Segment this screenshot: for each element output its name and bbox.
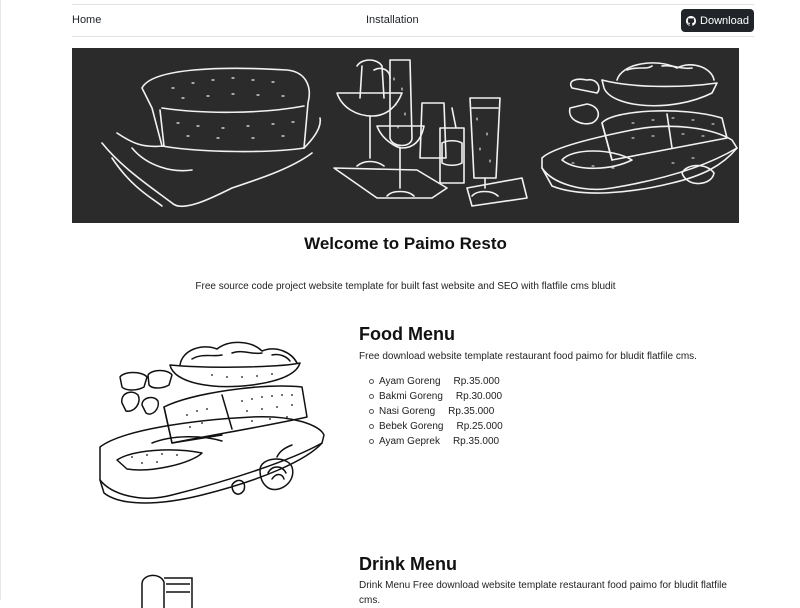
drink-illustration <box>130 568 210 608</box>
food-and-drinks-illustration <box>72 48 739 223</box>
list-item <box>369 404 503 419</box>
menu-item-price: Rp.35.000 <box>452 436 500 447</box>
page-edge <box>0 0 1 600</box>
menu-item-name: Nasi Goreng <box>379 406 436 417</box>
list-item <box>369 434 503 449</box>
nav-home-link[interactable]: Home <box>72 14 102 26</box>
menu-item-price: Rp.35.000 <box>448 406 495 417</box>
drink-menu-description: Drink Menu Free download website template restaurant food paimo for bludit flatfile cms. <box>359 580 727 606</box>
welcome-tagline: Free source code project website template for built fast website and SEO with flatfile cms bludit <box>195 281 616 292</box>
github-icon <box>686 16 696 26</box>
list-item <box>369 389 503 404</box>
menu-item-name: Bebek Goreng <box>379 421 444 432</box>
bullet-icon <box>369 424 374 429</box>
bullet-icon <box>369 439 374 444</box>
menu-item-price: Rp.35.000 <box>453 376 500 387</box>
menu-item-name: Bakmi Goreng <box>379 391 443 402</box>
drink-menu-title: Drink Menu <box>359 554 458 574</box>
menu-item-price: Rp.30.000 <box>455 391 503 402</box>
food-menu-title: Food Menu <box>359 324 455 344</box>
list-item <box>369 374 503 389</box>
bullet-icon <box>369 394 374 399</box>
food-menu-list <box>369 374 503 449</box>
list-item <box>369 419 503 434</box>
menu-item-price: Rp.25.000 <box>456 421 503 432</box>
food-menu-description: Free download website template restaurant food paimo for bludit flatfile cms. <box>359 351 697 362</box>
bullet-icon <box>369 409 374 414</box>
download-button-label: Download <box>700 14 749 27</box>
food-illustration <box>92 335 332 515</box>
hero-banner <box>72 48 739 223</box>
welcome-title: Welcome to Paimo Resto <box>304 234 507 253</box>
menu-item-name: Ayam Goreng <box>379 376 441 387</box>
top-navbar <box>72 5 754 37</box>
menu-item-name: Ayam Geprek <box>379 436 440 447</box>
nav-installation-link[interactable]: Installation <box>366 14 419 26</box>
download-button[interactable] <box>681 9 754 32</box>
bullet-icon <box>369 379 374 384</box>
